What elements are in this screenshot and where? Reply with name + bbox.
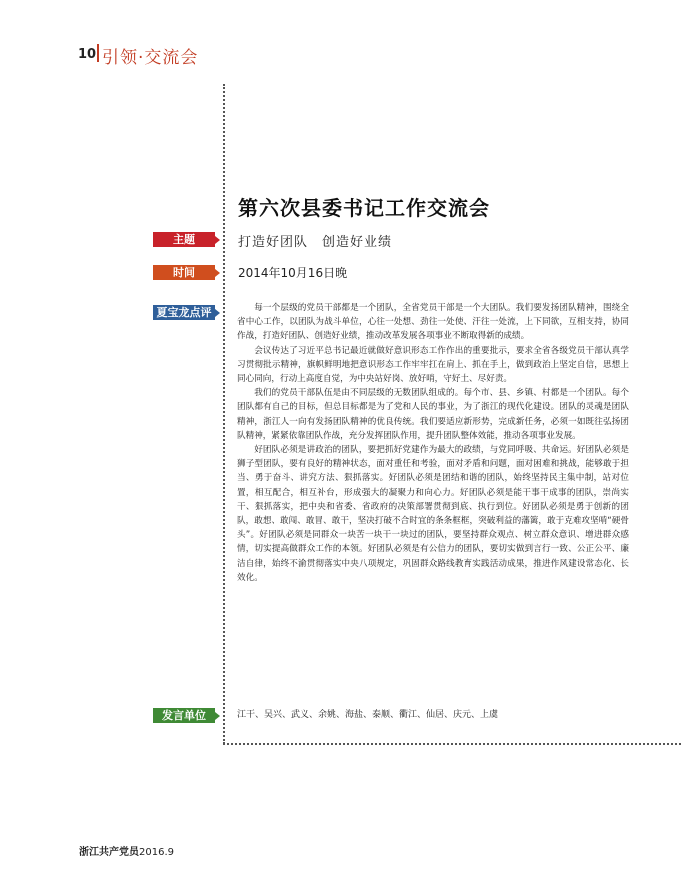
topic-text: 打造好团队 创造好业绩 [238,235,393,250]
tag-arrow-icon [215,309,220,317]
tag-time: 时间 [153,265,215,280]
section-title: 引领·交流会 [102,48,199,68]
tag-arrow-icon [215,269,220,277]
tag-comment: 夏宝龙点评 [153,305,215,320]
body-paragraph: 好团队必须是讲政治的团队，要把抓好党建作为最大的政绩，与党同呼吸、共命运。好团队必须是狮子型团队，要有良好的精神状态，面对重任和考验，面对矛盾和问题，面对困难和挑战，能够敢于担当、勇于奋斗、讲究方法、狠抓落实。好团队必须是团结和谐的团队，始终坚持民主集中制，站对位置，相互配合，相互补台，形成强大的凝聚力和向心力。好团队必须是能干事干成事的团队，崇尚实干、狠抓落实，把中央和省委、省政府的决策部署贯彻到底、执行到位。好团队必须是勇于创新的团队，敢想、敢闯、敢冒、敢干，坚决打破不合时宜的条条框框，突破利益的藩篱，敢于克难攻坚啃“硬骨头”。好团队必须是同群众一块苦一块干一块过的团队，要坚持群众观点、树立群众意识、增进群众感情，切实提高做群众工作的本领。好团队必须是有公信力的团队，要切实做到言行一致、公正公平、廉洁自律，始终不渝贯彻落实中央八项规定，巩固群众路线教育实践活动成果，推进作风建设常态化、长效化。 [237,445,629,583]
body-paragraph: 每一个层级的党员干部都是一个团队，全省党员干部是一个大团队。我们要发扬团队精神，围绕全省中心工作，以团队为战斗单位，心往一处想、劲往一处使、汗往一处流，上下同欲，互相支持，协同作战，打造好团队、创造好业绩，推动改革发展各项事业不断取得新的成绩。 [237,303,629,342]
issue-number: 2016.9 [139,847,174,858]
section-divider [97,44,99,62]
magazine-name: 浙江共产党员 [79,847,139,858]
vertical-dotted-rule [223,84,225,744]
tag-units: 发言单位 [153,708,215,723]
horizontal-dotted-rule [223,743,681,745]
time-text: 2014年10月16日晚 [238,266,348,280]
tag-arrow-icon [215,236,220,244]
article-title: 第六次县委书记工作交流会 [238,196,490,220]
article-body [237,301,629,585]
tag-arrow-icon [215,712,220,720]
tag-topic: 主题 [153,232,215,247]
units-text: 江干、吴兴、武义、余姚、海盐、泰顺、衢江、仙居、庆元、上虞 [237,710,499,720]
body-paragraph: 会议传达了习近平总书记最近就做好意识形态工作作出的重要批示，要求全省各级党员干部认真学习贯彻批示精神，旗帜鲜明地把意识形态工作牢牢扛在肩上、抓在手上，做到政治上坚定自信，思想上同心同向，行动上高度自觉，为中央站好岗、放好哨，守好土、尽好责。 [237,345,629,385]
footer [79,843,174,858]
body-paragraph: 我们的党员干部队伍是由不同层级的无数团队组成的。每个市、县、乡镇、村都是一个团队。每个团队都有自己的目标，但总目标都是为了党和人民的事业，为了浙江的现代化建设。团队的灵魂是团队精神，浙江人一向有发扬团队精神的优良传统。我们要适应新形势，完成新任务，必须一如既往弘扬团队精神，紧紧依靠团队作战，充分发挥团队作用，提升团队整体效能，推动各项事业发展。 [237,388,629,441]
page-number: 10 [78,47,97,62]
